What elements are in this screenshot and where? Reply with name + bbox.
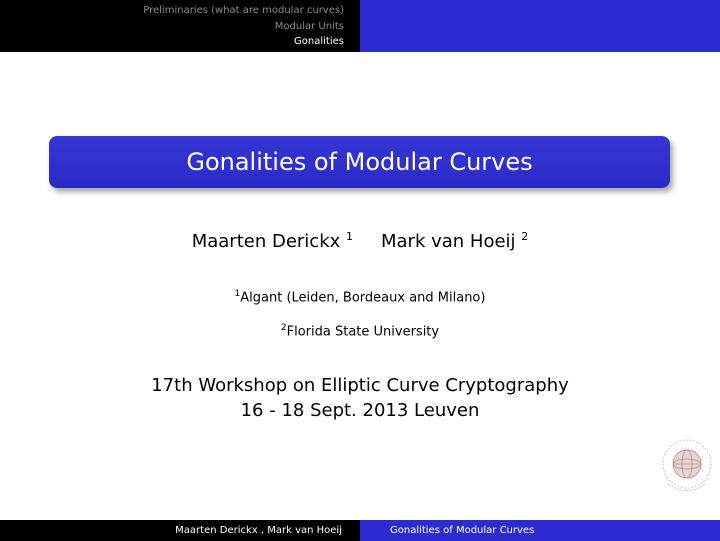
affiliation-text: Algant (Leiden, Bordeaux and Milano) [240, 290, 486, 306]
nav-section-modular-units[interactable]: Modular Units [274, 20, 344, 32]
venue-block [0, 373, 720, 423]
affiliation-2 [0, 323, 720, 339]
author-line [0, 230, 720, 252]
affiliation-mark: 1 [234, 289, 241, 299]
author-mark: 2 [521, 230, 529, 243]
headline-blue-panel [360, 0, 720, 52]
author-name: Mark van Hoeij [381, 231, 516, 252]
event-name: 17th Workshop on Elliptic Curve Cryptography [151, 375, 569, 396]
affiliation-mark: 2 [280, 323, 287, 333]
author-2 [381, 230, 528, 252]
footer-authors: Maarten Derickx , Mark van Hoeij [0, 520, 360, 541]
affiliation-text: Florida State University [286, 324, 440, 340]
nav-section-preliminaries[interactable]: Preliminaries (what are modular curves) [143, 5, 344, 16]
slide-title: Gonalities of Modular Curves [186, 148, 533, 176]
university-seal-icon [660, 437, 714, 499]
author-1 [192, 230, 353, 252]
affiliation-1 [0, 289, 720, 305]
event-date-place: 16 - 18 Sept. 2013 Leuven [240, 400, 480, 421]
headline-bar [0, 0, 720, 52]
footer-title: Gonalities of Modular Curves [360, 520, 720, 541]
author-name: Maarten Derickx [191, 231, 341, 252]
nav-section-gonalities[interactable]: Gonalities [294, 36, 344, 47]
footline-bar [0, 520, 720, 541]
author-mark: 1 [346, 230, 353, 243]
section-navigation [0, 0, 360, 52]
title-box [49, 136, 670, 188]
